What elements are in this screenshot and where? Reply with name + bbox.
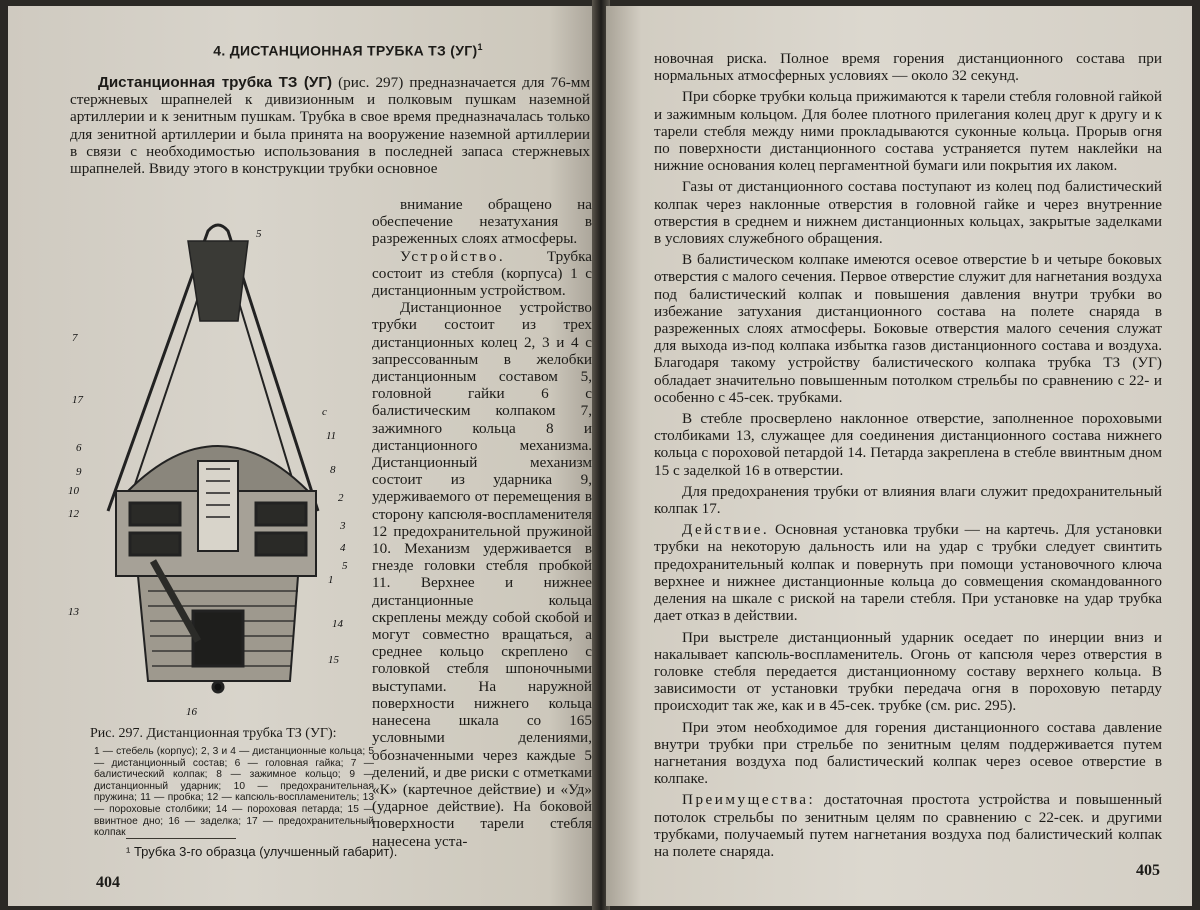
figure-label: 8 [330, 464, 336, 476]
figure-label: 1 [328, 574, 334, 586]
figure-label: 5 [342, 560, 348, 572]
figure-label: c [322, 406, 327, 418]
right-page [606, 6, 1192, 906]
paragraph-2: При сборке трубки кольца прижимаются к тарели стебля головной гайкой и зажимным кольцом. Для более плотного прилегания колец друг к другу и к тарели стебля между ними прокладываются суконные кольца. Прорыв огня по поверхности дистанционного состава устраняется путем наклейки на нижние основания колец пергаментной бумаги или покрытия их лаком. [654, 88, 1162, 175]
page-number-right: 405 [1136, 862, 1160, 879]
figure-label: 2 [338, 492, 344, 504]
col-paragraph-1: внимание обращено на обеспечение незатухания в разреженных слоях атмосферы. [372, 196, 592, 248]
section-heading: 4. ДИСТАНЦИОННАЯ ТРУБКА ТЗ (УГ)$^1$ [213, 42, 483, 59]
figure-label: 17 [72, 394, 83, 406]
paragraph-4: В балистическом колпаке имеются осевое отверстие b и четыре боковых отверстия c малого сечения. Первое отверстие служит для нагнетания воздуха под балистический колпак и повышения давления внутри трубки во избежание затухания дистанционного состава на полете снаряда в разреженных слоях атмосферы. Боковые отверстия малого сечения служат для выхода из-под колпака избытка газов дистанционного состава и воздуха. Благодаря такому устройству балистического колпака трубка ТЗ (УГ) обладает значительно повышенным потолком стрельбы по сравнению с 22- и особенно с 45-сек. трубками. [654, 251, 1162, 406]
figure-label: 13 [68, 606, 79, 618]
right-page-text [654, 50, 1162, 864]
figure-label: 10 [68, 485, 79, 497]
intro-lead: Дистанционная трубка ТЗ (УГ) [98, 74, 333, 91]
fuze-cross-section-figure [68, 211, 368, 721]
col-paragraph-2-lead: Устройство. [400, 247, 506, 265]
paragraph-1: новочная риска. Полное время горения дистанционного состава при нормальных атмосферных условиях — около 32 секунд. [654, 50, 1162, 85]
paragraph-8: При выстреле дистанционный ударник оседает по инерции вниз и накалывает капсюль-воспламенитель. Огонь от капсюля через отверстия в головке стебля передается дистанционному составу верхнего кольца. В зависимости от установки трубки передача огня в пороховую петарду происходит так же, как и в 45-сек. трубке (см. рис. 295). [654, 628, 1162, 715]
left-page [8, 6, 596, 906]
figure-label: 15 [328, 654, 339, 666]
footnote-rule [126, 838, 236, 839]
paragraph-3: Газы от дистанционного состава поступают из колец под балистический колпак через наклонные отверстия в головной гайке и через внутренние отверстия в среднем и нижнем дистанционных кольцах, закрытые заделками в условиях служебного обращения. [654, 178, 1162, 248]
figure-label: 7 [72, 332, 78, 344]
figure-label: 9 [76, 466, 82, 478]
figure-caption-title: Рис. 297. Дистанционная трубка ТЗ (УГ): [90, 726, 337, 741]
figure-label: 5 [256, 228, 262, 240]
col-paragraph-3: Дистанционное устройство трубки состоит из трех дистанционных колец 2, 3 и 4 с запрессованным в желобки дистанционным составом 5, головной гайки 6 с балистическим колпаком 7, зажимного кольца 8 и дистанционного механизма. Дистанционный механизм состоит из ударника 9, удерживаемого от перемещения в сторону капсюля-воспламенителя 12 предохранительной пружиной 10. Механизм удерживается в гнезде головки стебля пробкой 11. Верхнее и нижнее дистанционные кольца скреплены между собой скобой и могут совместно вращаться, а среднее кольцо скреплено с головкой стебля шпоночными выступами. На наружной поверхности нижнего кольца нанесена шкала со 165 условными делениями, обозначенными через каждые 5 делений, и две риски с отметками «К» (картечное действие) и «Уд» (ударное действие). На боковой поверхности тарели стебля нанесена уста- [372, 299, 592, 850]
figure-label: 11 [326, 430, 337, 442]
figure-legend: 1 — стебель (корпус); 2, 3 и 4 — дистанционные кольца; 5 — дистанционный состав; 6 — головная гайка; 7 — балистический колпак; 8 — зажимное кольцо; 9 — дистанционный ударник; 10 — предохранительная пружина; 11 — пробка; 12 — капсюль-воспламенитель; 13 — пороховые столбики; 14 — пороховая петарда; 15 — ввинтное дно; 16 — заделка; 17 — предохранительный колпак [94, 746, 374, 839]
right-column-text [372, 196, 592, 850]
paragraph-9: При этом необходимое для горения дистанционного состава давление внутри трубки при стрельбе по зенитным целям поддерживается путем нагнетания воздуха под балистический колпак через осевое отверстие в колпаке. [654, 718, 1162, 788]
intro-text: (рис. 297) предназначается для 76-мм стержневых шрапнелей к дивизионным и полковым пушкам наземной артиллерии и к зенитным пушкам. Трубка в свое время предназначалась только для зенитной артиллерии и была принята на вооружение наземной артиллерии в связи с необходимостью использования в последней запаса стержневых шрапнелей. Ввиду этого в конструкции трубки основное [70, 74, 591, 178]
figure-label: 4 [340, 542, 346, 554]
paragraph-10-lead: Преимущества: [682, 791, 816, 809]
footnote: ¹ Трубка 3-го образца (улучшенный габарит). [126, 844, 398, 859]
figure-label: 3 [340, 520, 346, 532]
paragraph-5: В стебле просверлено наклонное отверстие, заполненное пороховыми столбиками 13, служащее для соединения дистанционного состава нижнего кольца с пороховой петардой 14. Петарда закреплена в стебле ввинтным дном 15 с заделкой 16 в отверстии. [654, 410, 1162, 479]
figure-label: 14 [332, 618, 343, 630]
paragraph-6: Для предохранения трубки от влияния влаги служит предохранительный колпак 17. [654, 482, 1162, 518]
paragraph-10: достаточная простота устройства и повышенный потолок стрельбы по зенитным целям по сравнению с 22-сек. и другими трубками, получаемый путем нагнетания воздуха под балистический колпак на полете снаряда. [654, 791, 1162, 860]
figure-label: 16 [186, 706, 197, 718]
figure-label: 6 [76, 442, 82, 454]
paragraph-7: Основная установка трубки — на картечь. Для установки трубки на некоторую дальность или на удар с трубки следует свинтить предохранительный колпак и повернуть при помощи установочного ключа верхнее и нижнее дистанционные кольца до совмещения скомандованного деления на шкале с риской на тарели стебля. При установке на удар трубка дает отказ в действии. [654, 521, 1162, 625]
figure-label: 12 [68, 508, 79, 520]
intro-paragraph [70, 74, 590, 177]
paragraph-7-lead: Действие. [682, 521, 770, 539]
page-number-left: 404 [96, 874, 120, 891]
col-paragraph-2: Трубка состоит из стебля (корпуса) 1 с дистанционным устройством. [372, 247, 592, 300]
